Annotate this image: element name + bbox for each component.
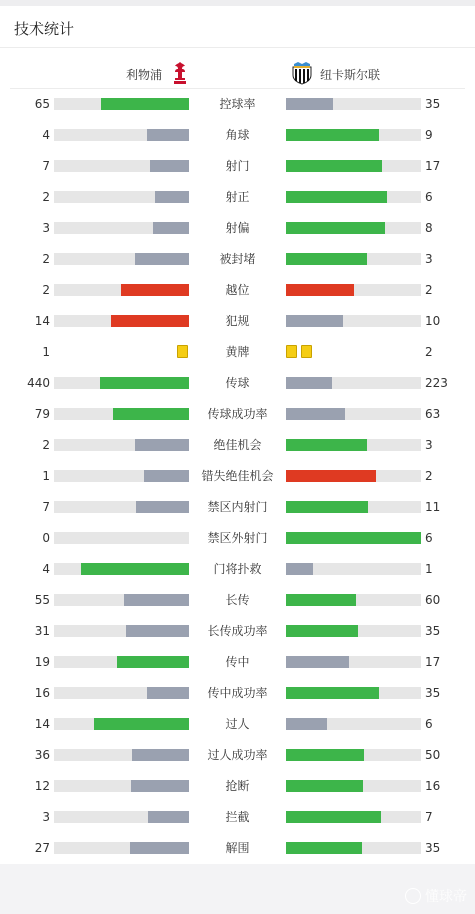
home-value: 3 xyxy=(42,810,50,824)
away-value: 17 xyxy=(425,159,441,173)
away-bar-track xyxy=(286,160,421,172)
away-value: 50 xyxy=(425,748,441,762)
away-bar xyxy=(286,98,333,110)
away-bar xyxy=(286,842,362,854)
watermark xyxy=(405,886,467,906)
home-bar xyxy=(135,439,189,451)
home-bar-track xyxy=(54,532,189,544)
stat-row xyxy=(0,561,475,592)
stat-label: 射偏 xyxy=(225,221,250,235)
away-value: 17 xyxy=(425,655,441,669)
away-bar-track xyxy=(286,687,421,699)
home-value: 31 xyxy=(34,624,50,638)
away-bar-track xyxy=(286,563,421,575)
home-bar xyxy=(135,253,189,265)
home-bar-track xyxy=(54,160,189,172)
stat-label: 被封堵 xyxy=(219,252,256,266)
stat-row xyxy=(0,654,475,685)
away-bar xyxy=(286,160,382,172)
away-bar xyxy=(286,749,364,761)
home-value: 19 xyxy=(34,655,50,669)
away-value: 16 xyxy=(425,779,441,793)
away-cards xyxy=(286,345,312,359)
stat-label: 门将扑救 xyxy=(213,562,262,576)
home-bar-track xyxy=(54,284,189,296)
stat-row xyxy=(0,344,475,375)
away-value: 6 xyxy=(425,190,433,204)
stats-card xyxy=(0,6,475,864)
stat-label: 禁区外射门 xyxy=(207,531,268,545)
home-bar-track xyxy=(54,563,189,575)
stat-label: 解围 xyxy=(225,841,250,855)
home-value: 79 xyxy=(34,407,50,421)
away-bar-track xyxy=(286,253,421,265)
home-bar xyxy=(136,501,189,513)
stat-label: 传中成功率 xyxy=(207,686,268,700)
home-bar-track xyxy=(54,377,189,389)
away-bar-track xyxy=(286,129,421,141)
stat-row xyxy=(0,499,475,530)
home-bar xyxy=(94,718,189,730)
stat-label: 传中 xyxy=(225,655,250,669)
stat-row xyxy=(0,158,475,189)
home-bar xyxy=(155,191,189,203)
away-bar xyxy=(286,284,354,296)
stat-row xyxy=(0,778,475,809)
stat-row xyxy=(0,189,475,220)
away-bar-track xyxy=(286,98,421,110)
away-value: 3 xyxy=(425,252,433,266)
home-bar-track xyxy=(54,470,189,482)
home-bar-track xyxy=(54,222,189,234)
home-value: 1 xyxy=(42,469,50,483)
stat-row xyxy=(0,127,475,158)
away-bar xyxy=(286,625,358,637)
stat-row xyxy=(0,716,475,747)
away-value: 3 xyxy=(425,438,433,452)
stat-row xyxy=(0,406,475,437)
home-value: 14 xyxy=(34,314,50,328)
away-bar xyxy=(286,656,349,668)
divider xyxy=(0,47,475,48)
home-team-name: 利物浦 xyxy=(126,68,163,82)
away-value: 35 xyxy=(425,97,441,111)
home-bar xyxy=(117,656,189,668)
home-bar xyxy=(113,408,189,420)
away-bar-track xyxy=(286,842,421,854)
home-value: 4 xyxy=(42,562,50,576)
away-bar xyxy=(286,780,363,792)
home-bar-track xyxy=(54,253,189,265)
away-bar-track xyxy=(286,749,421,761)
home-bar-track xyxy=(54,408,189,420)
away-value: 8 xyxy=(425,221,433,235)
away-bar xyxy=(286,408,345,420)
stat-row xyxy=(0,251,475,282)
away-bar-track xyxy=(286,222,421,234)
home-bar-track xyxy=(54,718,189,730)
section-title: 技术统计 xyxy=(14,20,75,38)
stat-row xyxy=(0,809,475,840)
away-bar xyxy=(286,470,376,482)
home-team xyxy=(126,61,188,88)
away-bar xyxy=(286,532,421,544)
away-bar xyxy=(286,439,367,451)
away-bar-track xyxy=(286,532,421,544)
home-cards xyxy=(177,345,188,359)
home-value: 0 xyxy=(42,531,50,545)
stat-label: 长传成功率 xyxy=(207,624,268,638)
yellow-card-icon xyxy=(301,345,312,358)
away-bar xyxy=(286,315,343,327)
away-bar xyxy=(286,377,332,389)
newcastle-crest-icon xyxy=(290,61,314,88)
watermark-text: 懂球帝 xyxy=(425,889,467,905)
away-value: 2 xyxy=(425,469,433,483)
home-bar xyxy=(131,780,189,792)
away-bar xyxy=(286,687,379,699)
away-value: 7 xyxy=(425,810,433,824)
stat-row xyxy=(0,437,475,468)
stat-label: 传球 xyxy=(225,376,250,390)
away-bar-track xyxy=(286,811,421,823)
stat-label: 过人 xyxy=(225,717,250,731)
stat-row xyxy=(0,282,475,313)
stat-label: 过人成功率 xyxy=(207,748,268,762)
yellow-card-icon xyxy=(177,345,188,358)
home-bar-track xyxy=(54,594,189,606)
stat-row xyxy=(0,468,475,499)
home-value: 12 xyxy=(34,779,50,793)
home-bar-track xyxy=(54,842,189,854)
home-bar-track xyxy=(54,811,189,823)
stat-row xyxy=(0,592,475,623)
home-bar xyxy=(126,625,189,637)
stat-label: 犯规 xyxy=(225,314,250,328)
home-value: 65 xyxy=(34,97,50,111)
away-bar xyxy=(286,191,387,203)
home-value: 2 xyxy=(42,283,50,297)
home-bar xyxy=(81,563,189,575)
away-team xyxy=(290,61,380,88)
stat-row xyxy=(0,747,475,778)
away-bar-track xyxy=(286,315,421,327)
away-bar-track xyxy=(286,625,421,637)
away-value: 223 xyxy=(425,376,448,390)
away-value: 11 xyxy=(425,500,441,514)
away-value: 2 xyxy=(425,283,433,297)
stat-row xyxy=(0,96,475,127)
home-value: 2 xyxy=(42,190,50,204)
away-bar xyxy=(286,222,385,234)
home-bar xyxy=(147,129,189,141)
home-bar-track xyxy=(54,129,189,141)
stat-label: 错失绝佳机会 xyxy=(201,469,274,483)
stat-row xyxy=(0,313,475,344)
stat-label: 黄牌 xyxy=(225,345,250,359)
home-value: 7 xyxy=(42,159,50,173)
home-value: 2 xyxy=(42,252,50,266)
away-bar xyxy=(286,811,381,823)
away-value: 6 xyxy=(425,531,433,545)
stat-label: 射正 xyxy=(225,190,250,204)
away-bar xyxy=(286,253,367,265)
stat-row xyxy=(0,685,475,716)
away-bar-track xyxy=(286,780,421,792)
stat-row xyxy=(0,375,475,406)
away-value: 1 xyxy=(425,562,433,576)
away-value: 10 xyxy=(425,314,441,328)
stat-label: 越位 xyxy=(225,283,250,297)
stat-label: 射门 xyxy=(225,159,250,173)
away-bar xyxy=(286,563,313,575)
stat-row xyxy=(0,840,475,871)
stat-label: 绝佳机会 xyxy=(213,438,262,452)
away-bar-track xyxy=(286,191,421,203)
home-bar-track xyxy=(54,780,189,792)
stat-row xyxy=(0,530,475,561)
logo-icon xyxy=(405,888,421,904)
stat-label: 传球成功率 xyxy=(207,407,268,421)
away-value: 63 xyxy=(425,407,441,421)
home-value: 4 xyxy=(42,128,50,142)
away-bar-track xyxy=(286,594,421,606)
stat-row xyxy=(0,623,475,654)
home-bar-track xyxy=(54,315,189,327)
home-bar xyxy=(132,749,189,761)
home-bar xyxy=(144,470,189,482)
away-bar xyxy=(286,594,356,606)
stat-label: 角球 xyxy=(225,128,250,142)
home-bar xyxy=(150,160,189,172)
divider xyxy=(10,88,465,89)
away-bar-track xyxy=(286,377,421,389)
away-bar-track xyxy=(286,656,421,668)
home-bar xyxy=(124,594,189,606)
home-bar xyxy=(101,98,189,110)
away-value: 60 xyxy=(425,593,441,607)
stat-label: 抢断 xyxy=(225,779,250,793)
stat-label: 禁区内射门 xyxy=(207,500,268,514)
away-bar-track xyxy=(286,439,421,451)
home-bar xyxy=(147,687,189,699)
away-bar-track xyxy=(286,718,421,730)
home-bar-track xyxy=(54,656,189,668)
home-bar-track xyxy=(54,687,189,699)
home-value: 14 xyxy=(34,717,50,731)
away-bar xyxy=(286,501,368,513)
home-bar-track xyxy=(54,191,189,203)
home-bar xyxy=(130,842,189,854)
home-value: 2 xyxy=(42,438,50,452)
home-bar-track xyxy=(54,98,189,110)
liverpool-crest-icon xyxy=(172,61,188,88)
away-value: 35 xyxy=(425,841,441,855)
home-value: 7 xyxy=(42,500,50,514)
stat-label: 拦截 xyxy=(225,810,250,824)
away-value: 9 xyxy=(425,128,433,142)
stat-row xyxy=(0,220,475,251)
home-bar-track xyxy=(54,749,189,761)
home-value: 27 xyxy=(34,841,50,855)
home-value: 1 xyxy=(42,345,50,359)
away-bar-track xyxy=(286,501,421,513)
home-value: 55 xyxy=(34,593,50,607)
home-value: 16 xyxy=(34,686,50,700)
away-bar xyxy=(286,129,379,141)
home-bar-track xyxy=(54,501,189,513)
away-bar-track xyxy=(286,408,421,420)
away-bar-track xyxy=(286,470,421,482)
home-bar xyxy=(121,284,189,296)
away-value: 2 xyxy=(425,345,433,359)
home-bar xyxy=(153,222,189,234)
away-bar-track xyxy=(286,284,421,296)
away-team-name: 纽卡斯尔联 xyxy=(320,68,381,82)
away-value: 35 xyxy=(425,686,441,700)
home-bar xyxy=(100,377,189,389)
home-bar-track xyxy=(54,625,189,637)
away-value: 6 xyxy=(425,717,433,731)
home-value: 3 xyxy=(42,221,50,235)
stat-label: 长传 xyxy=(225,593,250,607)
stat-label: 控球率 xyxy=(219,97,256,111)
away-value: 35 xyxy=(425,624,441,638)
home-bar xyxy=(148,811,189,823)
yellow-card-icon xyxy=(286,345,297,358)
home-bar xyxy=(111,315,189,327)
home-value: 36 xyxy=(34,748,50,762)
away-bar xyxy=(286,718,327,730)
home-value: 440 xyxy=(27,376,50,390)
home-bar-track xyxy=(54,439,189,451)
